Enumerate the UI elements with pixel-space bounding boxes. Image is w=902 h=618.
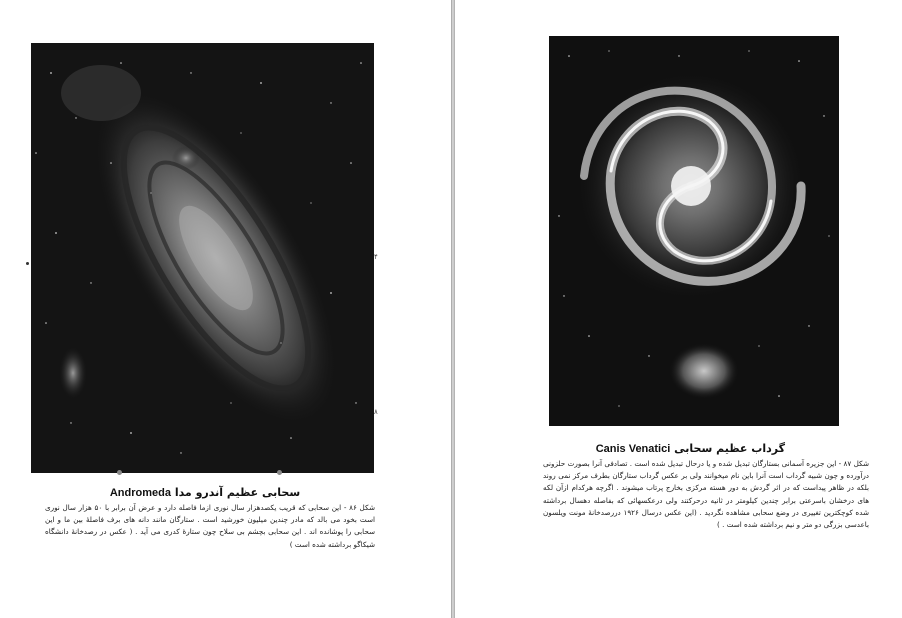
right-page xyxy=(455,0,902,618)
andromeda-galaxy-photo xyxy=(31,43,374,473)
whirlpool-galaxy-photo xyxy=(549,36,839,426)
figure-caption: شکل ۸۷ - این جزیره آسمانی بستارگان تبدیل شده و یا درحال تبدیل شده است . تصادفی آنرا بصورت حلزونی درآورده و چون شبیه گرداب است آنرا باین نام میخوانند ولی بر عکس گرداب ستارگان بطرف مرکز نمی روند بلکه در ظاهر پیداست که در اثر گردش به دور هسته مرکزی بخارج پرتاب میشوند . اگرچه هرکدام ازآن لکه های درخشان باسرعتی برابر چندین کیلومتر در ثانیه درحرکتند ولی درعکسهائی که بفاصله دهسال برداشته شده کوچکترین تغییری در وضع سحابی مشاهده نگردید . (این عکس درسال ۱۹۲۶ دررصدخانهٔ مونت ویلسون باعدسی بزرگی دو متر و نیم برداشته شده است . ) xyxy=(543,459,869,530)
scan-speck xyxy=(277,470,282,475)
figure-title-persian: سحابی عظیم آندرو مدا xyxy=(174,486,301,499)
margin-mark: ۸ xyxy=(374,408,378,416)
figure-title xyxy=(595,442,785,455)
margin-mark: ۴ xyxy=(374,253,378,261)
figure-title xyxy=(90,486,320,499)
scan-speck xyxy=(117,470,122,475)
figure-title-latin: Canis Venatici xyxy=(595,443,671,455)
figure-title-persian: گرداب عظیم سحابی xyxy=(674,442,785,455)
figure-title-latin: Andromeda xyxy=(109,487,171,499)
scan-speck xyxy=(26,262,29,265)
figure-caption: شکل ۸۶ - این سحابی که قریب یکصدهزار سال نوری ازما فاصله دارد و عرض آن برابر با ۵۰ هزار سال نوری است بخود می بالد که مادر چندین میلیون خورشید است . ستارگان مانند دانه های برف فاصلهٔ بین ما و این سحابی را پوشانده اند . این سحابی بچشم بی سلاح چون ستارهٔ کدری می آید . ( عکس در رصدخانهٔ دانشگاه شیکاگو برداشته شده است ) xyxy=(45,503,375,549)
